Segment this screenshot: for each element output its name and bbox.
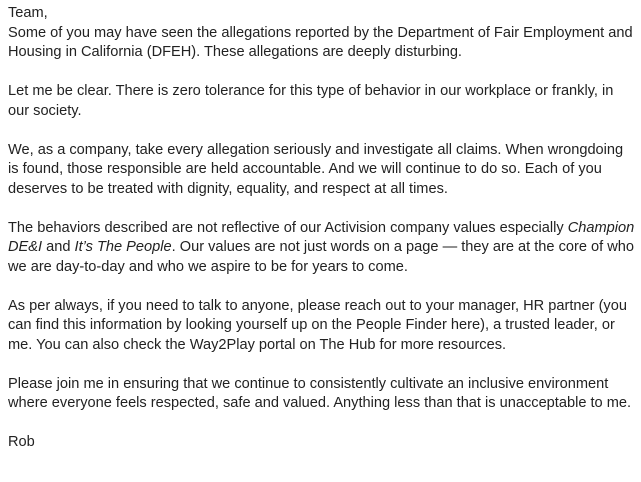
greeting: Team, bbox=[8, 5, 48, 21]
paragraph-accountability: We, as a company, take every allegation seriously and investigate all claims. When wrongdoing is found, those responsible are held accountable. And we will continue to do so. Each of you deserves to be treated with dignity, equality, and respect at all times. bbox=[8, 141, 624, 197]
values-rest: . Our values are not just words on a page — they are at the core of who we are day-to-day and who we aspire to be for years to come. bbox=[8, 239, 635, 275]
value-its-the-people: It’s The People bbox=[74, 239, 172, 255]
paragraph-inclusion: Please join me in ensuring that we continue to consistently cultivate an inclusive environment where everyone feels respected, safe and valued. Anything less than that is unacceptable to me. bbox=[8, 375, 632, 411]
values-intro: The behaviors described are not reflective of our Activision company values especially bbox=[8, 219, 568, 236]
values-and: and bbox=[42, 239, 75, 255]
signature: Rob bbox=[8, 434, 35, 450]
paragraph-values bbox=[8, 219, 636, 278]
paragraph-allegations: Some of you may have seen the allegations reported by the Department of Fair Employment and Housing in California (DFEH). These allegations are deeply disturbing. bbox=[8, 24, 633, 60]
value-champion-dei: Champion DE&I bbox=[8, 219, 635, 255]
paragraph-resources: As per always, if you need to talk to anyone, please reach out to your manager, HR partner (you can find this information by looking yourself up on the People Finder here), a trusted leader, or me. You can also check the Way2Play portal on The Hub for more resources. bbox=[8, 297, 627, 353]
email-body bbox=[8, 4, 636, 453]
paragraph-zero-tolerance: Let me be clear. There is zero tolerance for this type of behavior in our workplace or frankly, in our society. bbox=[8, 83, 614, 119]
